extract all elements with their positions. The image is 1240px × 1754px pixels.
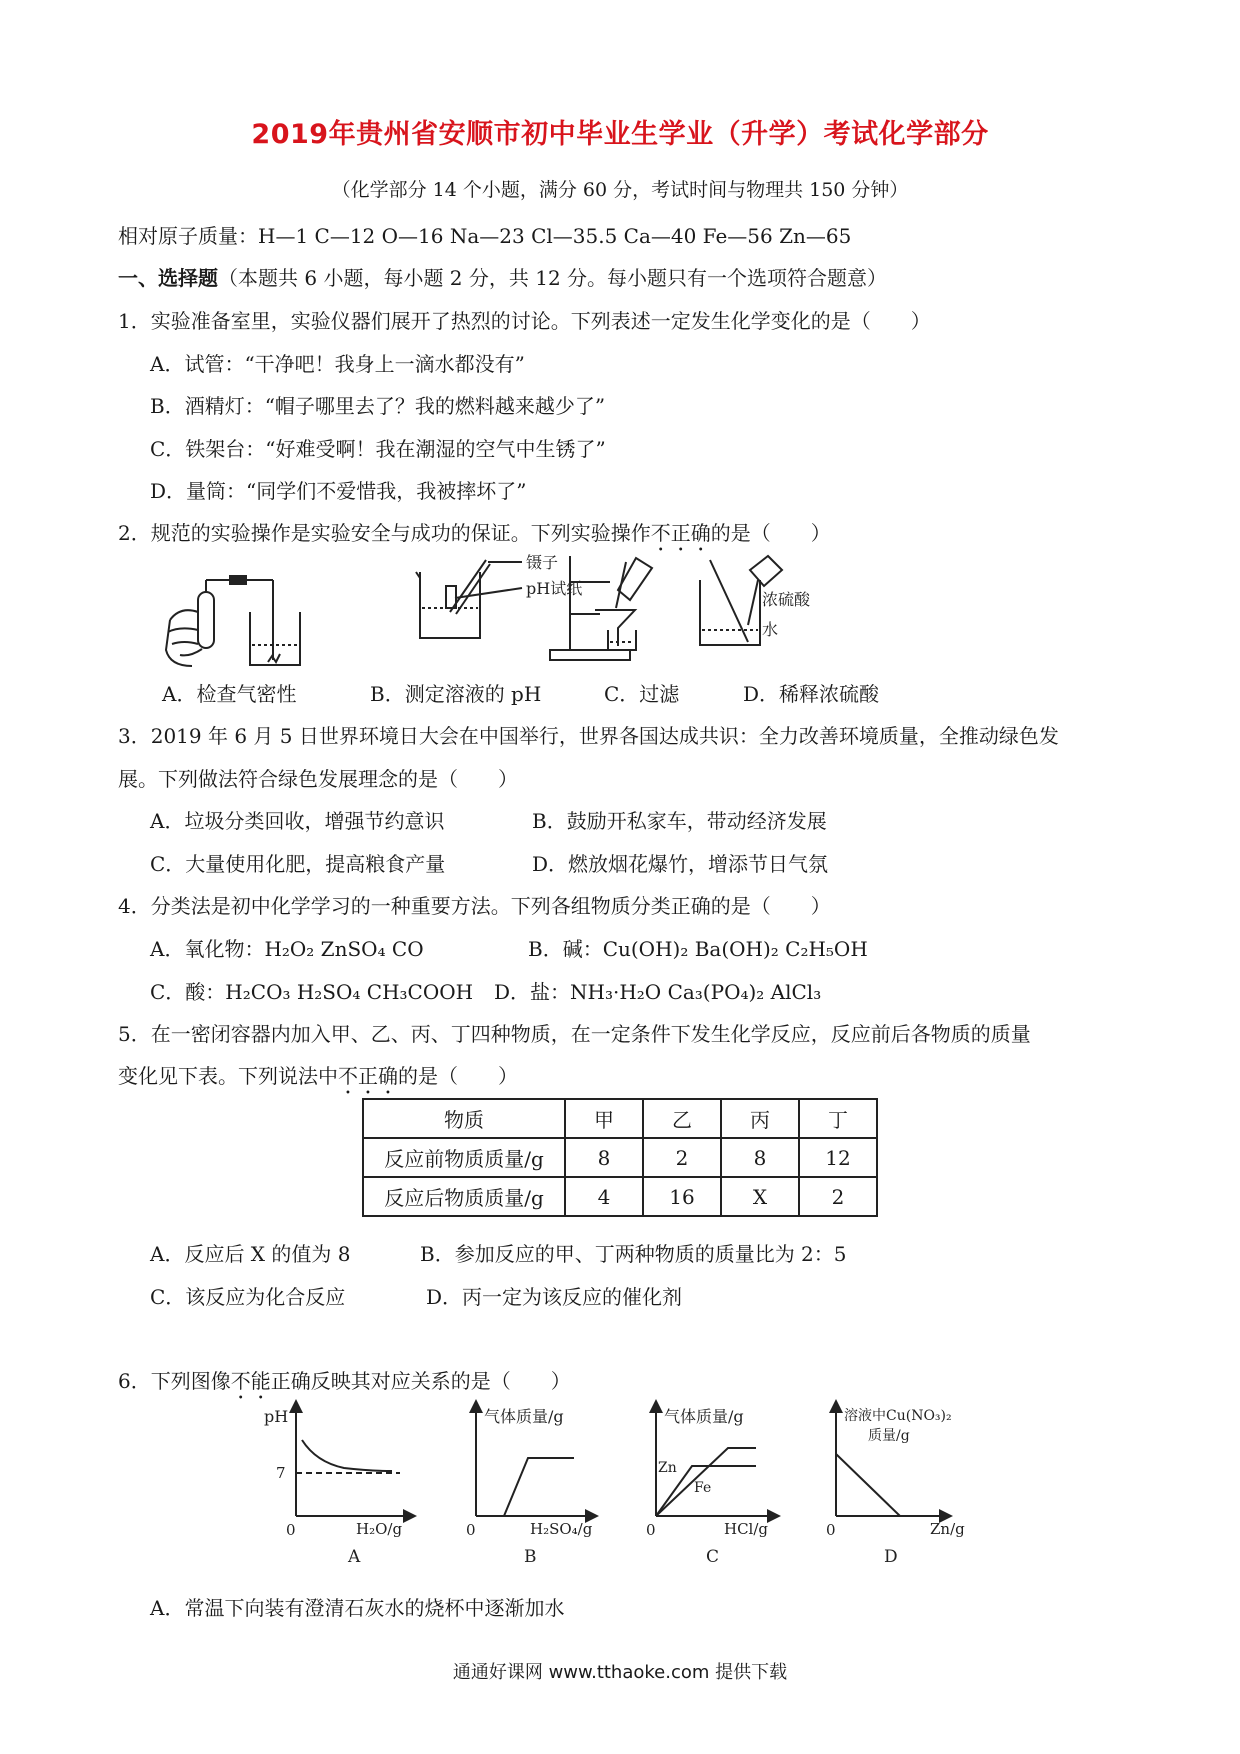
- table-header-cell: 丙: [721, 1099, 799, 1138]
- graph-c-ylabel: 气体质量/g: [664, 1407, 744, 1426]
- q5-stem-emphasis: 不正确: [338, 1064, 398, 1088]
- q3-option-a: A．垃圾分类回收，增强节约意识: [150, 809, 445, 833]
- table-header-cell: 乙: [643, 1099, 721, 1138]
- table-cell: 4: [565, 1177, 643, 1216]
- q6-stem-text: 6．下列图像: [118, 1369, 231, 1393]
- table-cell: 2: [643, 1138, 721, 1177]
- q4-option-b: B．碱：Cu(OH)₂ Ba(OH)₂ C₂H₅OH: [528, 937, 868, 961]
- graph-b-xlabel: H₂SO₄/g: [530, 1520, 593, 1538]
- table-cell: 8: [721, 1138, 799, 1177]
- q2-caption-a: A．检查气密性: [162, 682, 297, 706]
- graph-a-ylabel: pH: [264, 1407, 289, 1426]
- q4-option-c: C．酸：H₂CO₃ H₂SO₄ CH₃COOH: [150, 980, 474, 1004]
- q5-option-a: A．反应后 X 的值为 8: [150, 1242, 351, 1266]
- table-row: [363, 1138, 877, 1177]
- section-heading: [118, 262, 887, 291]
- table-cell: X: [721, 1177, 799, 1216]
- q4-stem: 4．分类法是初中化学学习的一种重要方法。下列各组物质分类正确的是（ ）: [118, 894, 831, 918]
- graph-b-ylabel: 气体质量/g: [484, 1407, 564, 1426]
- q6-graphs: [240, 1400, 1000, 1567]
- q5-stem-end: 的是（ ）: [398, 1064, 518, 1088]
- graph-a: [296, 1406, 410, 1516]
- section-note: （本题共 6 小题，每小题 2 分，共 12 分。每小题只有一个选项符合题意）: [218, 266, 888, 290]
- graph-a-caption: A: [348, 1547, 361, 1567]
- table-cell: 12: [799, 1138, 877, 1177]
- tweezers-label: 镊子: [526, 553, 559, 572]
- graph-c-origin: 0: [646, 1521, 656, 1539]
- q3-stem-line1: 3．2019 年 6 月 5 日世界环境日大会在中国举行，世界各国达成共识：全力改善环境质量，全推动绿色发: [118, 724, 1059, 748]
- table-cell: 16: [643, 1177, 721, 1216]
- q1-option-a: A．试管：“干净吧！我身上一滴水都没有”: [150, 352, 525, 376]
- q5-stem-line1: 5．在一密闭容器内加入甲、乙、丙、丁四种物质，在一定条件下发生化学反应，反应前后各物质的质量: [118, 1022, 1031, 1046]
- table-cell: 反应前物质质量/g: [363, 1138, 565, 1177]
- graph-c-xlabel: HCl/g: [724, 1520, 769, 1538]
- graph-d-origin: 0: [826, 1521, 836, 1539]
- q4-option-a: A．氧化物：H₂O₂ ZnSO₄ CO: [150, 937, 424, 961]
- q1-option-d: D．量筒：“同学们不爱惜我，我被摔坏了”: [150, 479, 527, 503]
- acid-label: 浓硫酸: [762, 590, 811, 609]
- q2-caption-b: B．测定溶液的 pH: [370, 682, 542, 706]
- page-title: 2019年贵州省安顺市初中毕业生学业（升学）考试化学部分: [251, 119, 989, 150]
- exam-subtitle: （化学部分 14 个小题，满分 60 分，考试时间与物理共 150 分钟）: [331, 179, 909, 201]
- footer: 通通好课网 www.tthaoke.com 提供下载: [452, 1662, 788, 1683]
- q5-option-d: D．丙一定为该反应的催化剂: [426, 1285, 683, 1309]
- graph-c-caption: C: [706, 1547, 720, 1567]
- atomic-masses: 相对原子质量：H—1 C—12 O—16 Na—23 Cl—35.5 Ca—40 Fe—56 Zn—65: [118, 224, 852, 248]
- q3-option-c: C．大量使用化肥，提高粮食产量: [150, 852, 446, 876]
- table-header-cell: 丁: [799, 1099, 877, 1138]
- filtration-apparatus: [550, 556, 652, 660]
- table-cell: 8: [565, 1138, 643, 1177]
- q2-apparatus-figures: [150, 550, 970, 675]
- graph-a-tick: 7: [276, 1464, 286, 1482]
- q2-stem-emphasis: 不正确: [650, 521, 711, 545]
- q6-option-a: A．常温下向装有澄清石灰水的烧杯中逐渐加水: [150, 1596, 565, 1620]
- airtightness-apparatus: [166, 576, 300, 666]
- q6-stem-end: 正确反映其对应关系的是（ ）: [270, 1369, 571, 1393]
- graph-d-caption: D: [884, 1547, 898, 1567]
- ph-test-apparatus: [416, 560, 522, 638]
- ph-paper-label: pH试纸: [526, 579, 583, 598]
- q1-option-c: C．铁架台：“好难受啊！我在潮湿的空气中生锈了”: [150, 437, 606, 461]
- table-header-cell: 物质: [363, 1099, 565, 1138]
- q2-stem-end: 的是（ ）: [710, 521, 831, 545]
- table-cell: 2: [799, 1177, 877, 1216]
- q2-caption-c: C．过滤: [604, 682, 680, 706]
- q1-option-b: B．酒精灯：“帽子哪里去了？我的燃料越来越少了”: [150, 394, 606, 418]
- q5-option-b: B．参加反应的甲、丁两种物质的质量比为 2：5: [420, 1242, 847, 1266]
- graph-a-origin: 0: [286, 1521, 296, 1539]
- table-header-cell: 甲: [565, 1099, 643, 1138]
- q1-stem: 1．实验准备室里，实验仪器们展开了热烈的讨论。下列表述一定发生化学变化的是（ ）: [118, 309, 931, 333]
- table-cell: 反应后物质质量/g: [363, 1177, 565, 1216]
- table-header-row: [363, 1099, 877, 1138]
- q3-option-b: B．鼓励开私家车，带动经济发展: [532, 809, 827, 833]
- q2-stem-text: 2．规范的实验操作是实验安全与成功的保证。下列实验操作: [118, 521, 651, 545]
- graph-d-xlabel: Zn/g: [930, 1520, 965, 1538]
- q2-caption-d: D．稀释浓硫酸: [743, 682, 880, 706]
- graph-d-ylabel-line1: 溶液中Cu(NO₃)₂: [844, 1408, 952, 1424]
- graph-c-zn-label: Zn: [658, 1460, 677, 1476]
- q5-stem-line2: [118, 1060, 518, 1099]
- mass-change-table: [362, 1098, 878, 1217]
- graph-b-origin: 0: [466, 1521, 476, 1539]
- q4-option-d: D．盐：NH₃·H₂O Ca₃(PO₄)₂ AlCl₃: [494, 980, 822, 1004]
- q3-stem-line2: 展。下列做法符合绿色发展理念的是（ ）: [118, 767, 518, 791]
- q6-stem-emphasis: 不能: [230, 1369, 271, 1393]
- graph-c-fe-label: Fe: [694, 1480, 712, 1496]
- q5-option-c: C．该反应为化合反应: [150, 1285, 346, 1309]
- q5-stem-text: 变化见下表。下列说法中: [118, 1064, 338, 1088]
- q6-stem: [118, 1365, 571, 1404]
- graph-d-ylabel-line2: 质量/g: [868, 1428, 910, 1444]
- q3-option-d: D．燃放烟花爆竹，增添节日气氛: [532, 852, 829, 876]
- table-row: [363, 1177, 877, 1216]
- section-title: 一、选择题: [118, 266, 218, 290]
- graph-b-caption: B: [524, 1547, 537, 1567]
- water-label: 水: [762, 620, 779, 639]
- graph-a-xlabel: H₂O/g: [356, 1520, 403, 1538]
